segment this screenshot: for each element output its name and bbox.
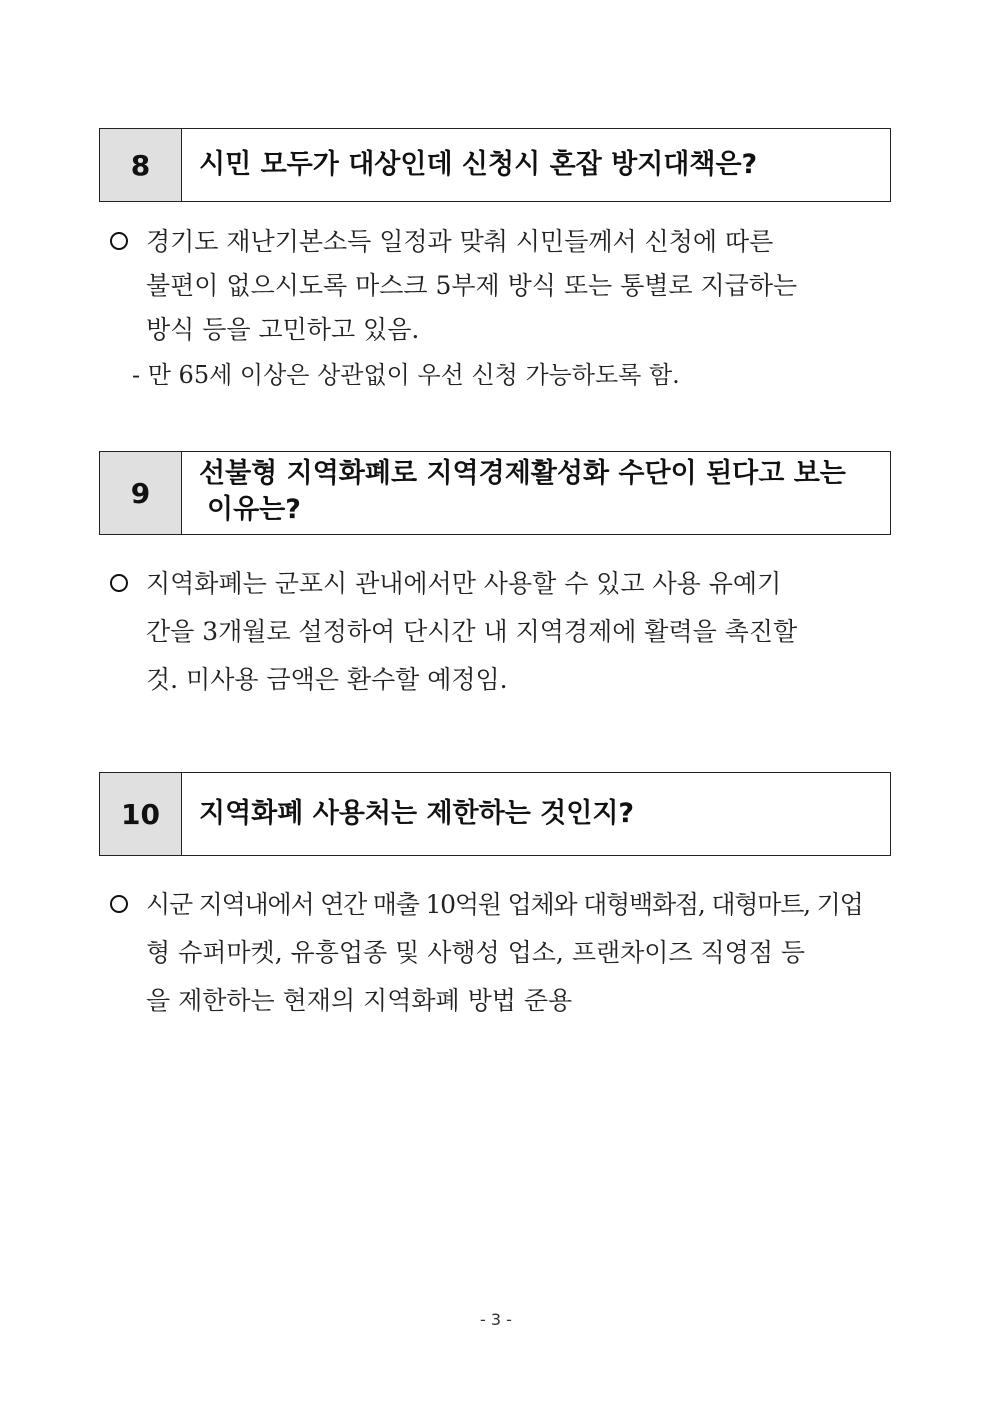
question-title-line: 이유는? [207,494,301,525]
answer-block-8 [110,222,890,392]
question-8-header [99,128,891,202]
answer-line: 불편이 없으시도록 마스크 5부제 방식 또는 통별로 지급하는 [146,271,798,300]
answer-block-10 [110,885,890,1025]
question-title: 지역화폐 사용처는 제한하는 것인지? [199,798,635,829]
question-10-header [99,772,891,856]
question-title-line: 선불형 지역화폐로 지역경제활성화 수단이 된다고 보는 [199,458,846,489]
answer-line: 형 슈퍼마켓, 유흥업종 및 사행성 업소, 프랜차이즈 직영점 등 [146,938,806,967]
question-number: 9 [100,452,182,534]
question-9-header [99,451,891,535]
answer-block-9 [110,564,890,704]
question-number: 10 [100,773,182,855]
answer-line: 지역화폐는 군포시 관내에서만 사용할 수 있고 사용 유예기 [146,569,782,598]
question-title: 시민 모두가 대상인데 신청시 혼잡 방지대책은? [199,149,758,180]
answer-line: 방식 등을 고민하고 있음. [146,315,420,344]
question-title [182,452,890,534]
page-number: - 3 - [480,1310,512,1329]
circle-bullet-icon [110,574,128,592]
answer-line: 시군 지역내에서 연간 매출 10억원 업체와 대형백화점, 대형마트, 기업 [146,890,863,919]
answer-line: 간을 3개월로 설정하여 단시간 내 지역경제에 활력을 촉진할 [146,617,798,646]
answer-line: 을 제한하는 현재의 지역화폐 방법 준용 [146,986,573,1015]
sub-note: - 만 65세 이상은 상관없이 우선 신청 가능하도록 함. [132,361,680,389]
circle-bullet-icon [110,232,128,250]
question-number: 8 [100,129,182,201]
answer-line: 것. 미사용 금액은 환수할 예정임. [146,665,508,694]
answer-line: 경기도 재난기본소득 일정과 맞춰 시민들께서 신청에 따른 [146,227,774,256]
circle-bullet-icon [110,895,128,913]
